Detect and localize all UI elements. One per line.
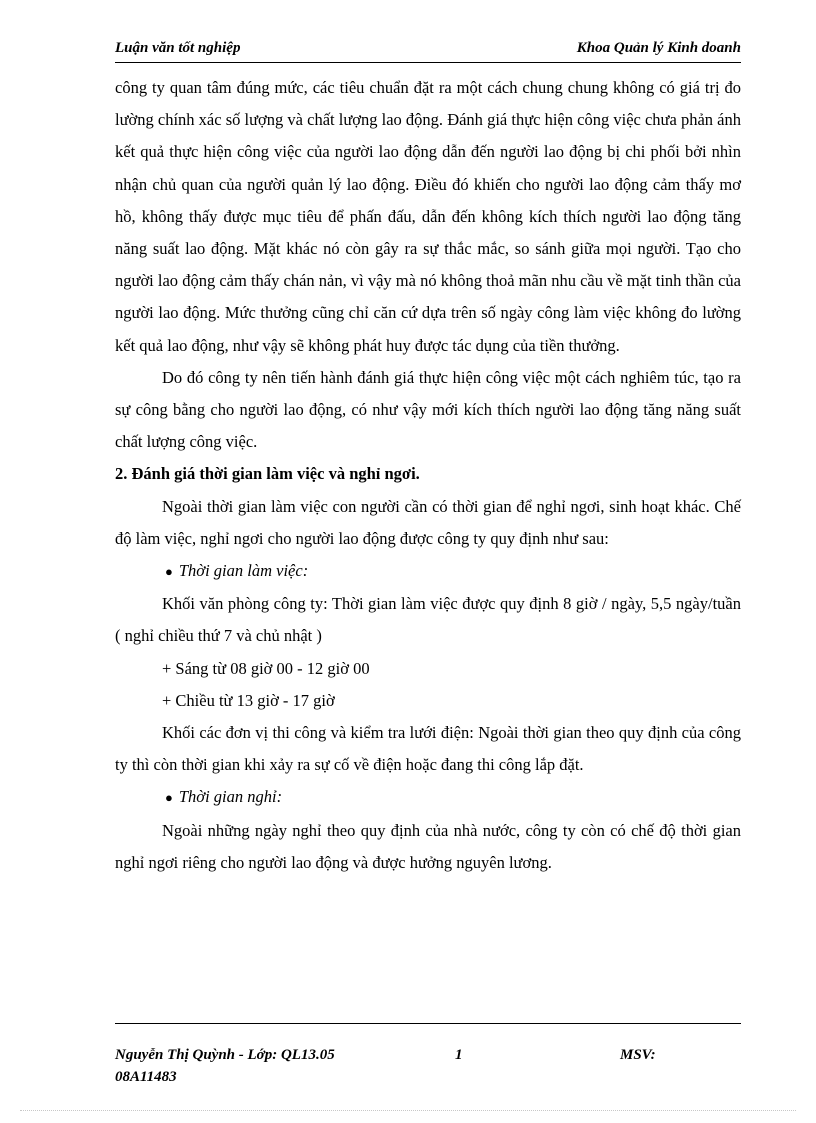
footer-divider xyxy=(115,1023,741,1024)
section-heading-2: 2. Đánh giá thời gian làm việc và nghỉ ngơi. xyxy=(115,464,420,484)
footer-msv-code: 08A11483 xyxy=(115,1069,177,1085)
bullet-icon: ● xyxy=(165,790,173,806)
document-body xyxy=(115,72,741,879)
page-number: 1 xyxy=(455,1047,463,1063)
bullet-item-rest-time xyxy=(115,781,741,814)
bullet-label: Thời gian nghỉ: xyxy=(178,787,283,807)
header-faculty-name: Khoa Quản lý Kinh doanh xyxy=(576,40,741,56)
bullet-item-working-time xyxy=(115,555,741,588)
bullet-label: Thời gian làm việc: xyxy=(178,561,309,581)
schedule-afternoon: + Chiều từ 13 giờ - 17 giờ xyxy=(162,690,335,710)
page-header xyxy=(115,38,741,63)
paragraph-1: công ty quan tâm đúng mức, các tiêu chuẩn đặt ra một cách chung chung không có giá trị đo lường chính xác số lượng và chất lượng lao động. Đánh giá thực hiện công việc chưa phản ánh kết quả thực hiện công việc của người lao động dẫn đến người lao động bị chi phối bởi nhìn nhận chủ quan của người quản lý lao động. Điều đó khiến cho người lao động cảm thấy mơ hồ, không thấy được mục tiêu để phấn đấu, dẫn đến không kích thích người lao động tăng năng suất lao động. Mặt khác nó còn gây ra sự thắc mắc, so sánh giữa mọi người. Tạo cho người lao động cảm thấy chán nản, vì vậy mà nó không thoả mãn nhu cầu về mặt tinh thần của người lao động. Mức thưởng cũng chỉ căn cứ dựa trên số ngày công làm việc không đo lường kết quả lao động, như vậy sẽ không phát huy được tác dụng của tiền thưởng. xyxy=(115,78,741,355)
paragraph-5: Khối các đơn vị thi công và kiểm tra lưới điện: Ngoài thời gian theo quy định của công ty thì còn thời gian khi xảy ra sự cố về điện hoặc đang thi công lắp đặt. xyxy=(115,723,741,775)
schedule-morning: + Sáng từ 08 giờ 00 - 12 giờ 00 xyxy=(162,658,370,678)
header-thesis-title: Luận văn tốt nghiệp xyxy=(115,40,241,56)
footer-author: Nguyễn Thị Quỳnh - Lớp: QL13.05 xyxy=(115,1047,335,1063)
footer-msv-label: MSV: xyxy=(620,1047,656,1063)
page-bottom-border xyxy=(20,1110,796,1111)
paragraph-4: Khối văn phòng công ty: Thời gian làm việc được quy định 8 giờ / ngày, 5,5 ngày/tuần ( nghỉ chiều thứ 7 và chủ nhật ) xyxy=(115,594,741,646)
bullet-icon: ● xyxy=(165,564,173,580)
paragraph-2: Do đó công ty nên tiến hành đánh giá thực hiện công việc một cách nghiêm túc, tạo ra sự công bằng cho người lao động, có như vậy mới kích thích người lao động tăng năng suất chất lượng công việc. xyxy=(115,367,741,452)
paragraph-6: Ngoài những ngày nghỉ theo quy định của nhà nước, công ty còn có chế độ thời gian nghỉ ngơi riêng cho người lao động và được hưởng nguyên lương. xyxy=(115,820,741,872)
paragraph-3: Ngoài thời gian làm việc con người cần có thời gian để nghỉ ngơi, sinh hoạt khác. Chế độ làm việc, nghỉ ngơi cho người lao động được công ty quy định như sau: xyxy=(115,496,741,548)
